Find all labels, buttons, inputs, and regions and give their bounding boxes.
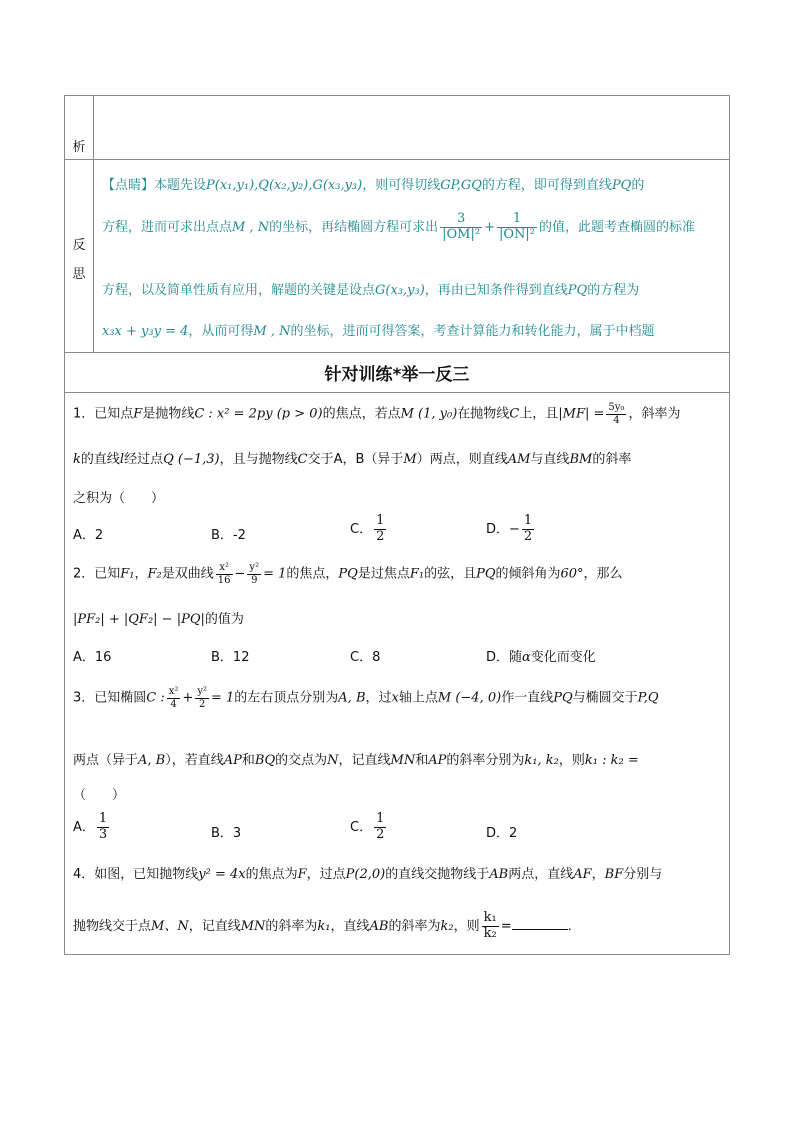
reflection-text: 的方程，即可得到直线: [481, 178, 612, 193]
q-math: P,Q: [637, 690, 659, 706]
q-math: A, B: [138, 753, 166, 768]
fraction-denominator: 4: [613, 414, 620, 426]
q-text: 与直线: [530, 452, 570, 467]
q2-option-a[interactable]: A．16: [73, 650, 112, 665]
fraction-numerator: 1: [376, 513, 385, 528]
q-math: k₁ : k₂ =: [584, 753, 639, 768]
q3-option-a[interactable]: [73, 812, 111, 843]
fraction-y2-9: [247, 562, 261, 586]
q-math: x: [391, 690, 399, 706]
q-math: C : x² = 2py (p > 0): [194, 406, 323, 422]
reflection-text: 的坐标，再结椭圆方程可求出: [269, 219, 439, 235]
q1-option-d[interactable]: [486, 514, 536, 545]
option-fraction: [97, 812, 109, 843]
q-math: AP: [223, 753, 242, 768]
plus-sign: +: [182, 690, 194, 706]
q3-option-b[interactable]: B．3: [211, 826, 242, 841]
q-text: 的弦，且: [424, 566, 477, 582]
minus-sign: −: [234, 566, 246, 582]
q-text: 和: [241, 753, 255, 768]
q-text: ，斜率为: [628, 406, 681, 422]
q-text: ，那么: [583, 566, 623, 582]
q-text: ，: [134, 566, 148, 582]
reflection-line-1: [102, 174, 644, 193]
q-math: A, B: [338, 690, 366, 706]
reflection-math: G(x₃,y₃): [375, 283, 425, 298]
q-text: 的斜率: [592, 452, 632, 467]
q-text: 和: [415, 753, 429, 768]
q3-option-c[interactable]: [350, 812, 388, 843]
q-math: y² = 4x: [198, 867, 246, 882]
q2-option-d[interactable]: [486, 646, 596, 665]
q-math: Q (−1,3): [163, 452, 220, 467]
q-text: 的斜率分别为: [446, 753, 525, 768]
q-text: 分别与: [623, 867, 663, 882]
q-text: 作一直线: [501, 690, 554, 706]
analysis-row: [65, 96, 729, 160]
q-math: F₁: [409, 566, 425, 582]
q-text: 是双曲线: [161, 566, 214, 582]
q-text: ，则: [453, 918, 480, 934]
fraction-denominator: 2: [376, 528, 385, 544]
fraction-denominator: 2: [198, 698, 206, 710]
fraction-k1-k2: [482, 911, 499, 942]
analysis-label-cell: [65, 96, 94, 159]
reflection-math: GP,GQ: [440, 178, 482, 193]
q2-option-c[interactable]: C．8: [350, 650, 381, 665]
q-text: 是过焦点: [357, 566, 410, 582]
reflection-text: 的: [631, 178, 645, 193]
option-fraction: [374, 812, 386, 843]
reflection-line-4: [102, 320, 655, 339]
q-math: M (1, y₀): [400, 406, 458, 422]
answer-blank[interactable]: [512, 917, 568, 930]
q-text: 的斜率为: [265, 918, 318, 934]
q-math: = 1: [263, 566, 287, 582]
q-text: 两点，直线: [508, 867, 574, 882]
q-math: BF: [604, 867, 624, 882]
fraction-numerator: k₁: [483, 910, 497, 925]
q-math: |PF₂| + |QF₂| − |PQ|: [73, 612, 205, 627]
fraction-denominator: |OM|²: [442, 226, 481, 242]
fraction-numerator: y²: [249, 562, 260, 573]
q-math: C: [509, 406, 520, 422]
fraction-numerator: 5y₀: [608, 402, 625, 413]
q-math: P(2,0): [345, 867, 386, 882]
analysis-label: 析: [72, 140, 86, 155]
q-math: PQ: [553, 690, 573, 706]
q-text: ，过点: [306, 867, 346, 882]
fraction-numerator: 1: [497, 212, 537, 228]
q-math: AB: [489, 867, 509, 882]
q-math: = 1: [210, 690, 235, 706]
q-text: 的倾斜角为: [495, 566, 561, 582]
q-text: 在抛物线: [457, 406, 510, 422]
q-math: F₂: [147, 566, 162, 582]
q-text: 的焦点为: [245, 867, 298, 882]
option-label: C．: [350, 521, 373, 537]
reflection-row: [65, 159, 729, 353]
q-text: ，则: [558, 753, 585, 768]
q-math: AP: [428, 753, 447, 768]
option-label: D．随: [486, 650, 523, 665]
fraction-denominator: k₂: [483, 925, 497, 941]
q-math: 60°: [560, 566, 584, 582]
q-text: ，: [591, 867, 605, 882]
q-math: PQ: [338, 566, 358, 582]
q1-option-a[interactable]: A．2: [73, 528, 104, 543]
q-math: M (−4, 0): [437, 690, 502, 706]
reflection-text: 本题先设: [154, 178, 207, 193]
reflection-tag: 【点睛】: [102, 178, 155, 193]
q-text: 2．已知: [73, 566, 121, 582]
q-math: M、N: [151, 918, 189, 934]
reflection-math: P(x₁,y₁),Q(x₂,y₂),G(x₃,y₃): [206, 178, 363, 193]
q-math: |MF| =: [558, 406, 605, 422]
reflection-text: 的方程为: [587, 283, 640, 298]
q-math: l: [119, 452, 125, 467]
q-text: ，记直线: [338, 753, 391, 768]
q4-line-1: [73, 863, 662, 882]
reflection-label-top: 反: [72, 238, 86, 253]
reflection-math: M , N: [253, 324, 291, 339]
q-math: MN: [240, 918, 266, 934]
q3-option-d[interactable]: D．2: [486, 826, 518, 841]
q-text: 的直线交抛物线于: [385, 867, 490, 882]
reflection-text: ，再由已知条件得到直线: [424, 283, 568, 298]
q-math: C :: [146, 690, 165, 706]
q-math: F₁: [120, 566, 135, 582]
fraction-denominator: |ON|²: [498, 226, 535, 242]
option-label: D．−: [486, 521, 520, 537]
q3-line-1: [73, 686, 659, 710]
q-math: AM: [507, 452, 531, 467]
fraction-numerator: 1: [98, 811, 108, 826]
fraction-numerator: x²: [216, 562, 233, 575]
option-fraction: [522, 514, 534, 545]
q-text: 的焦点，: [286, 566, 339, 582]
q-math: BM: [569, 452, 593, 467]
fraction-numerator: y²: [197, 686, 207, 697]
fraction-denominator: 4: [170, 698, 177, 710]
q2-line-2: [73, 608, 244, 627]
q3-line-3: （ ）: [73, 788, 126, 803]
reflection-math: PQ: [567, 283, 588, 298]
q-text: 的焦点，若点: [322, 406, 401, 422]
q-math: M: [403, 452, 417, 467]
q-text: =: [500, 918, 512, 934]
q1-line-3: 之积为（ ）: [73, 491, 165, 506]
q-text: ，记直线: [188, 918, 241, 934]
q-text: ．: [567, 918, 581, 934]
reflection-text: ，则可得切线: [362, 178, 441, 193]
q1-option-b[interactable]: B．-2: [211, 528, 246, 543]
q-math: k₂: [440, 918, 454, 934]
q-math: C: [297, 452, 308, 467]
reflection-math: M , N: [232, 219, 270, 235]
reflection-math: x₃x + y₃y = 4: [102, 324, 189, 339]
q-text: 的斜率为: [388, 918, 441, 934]
q-math: N: [327, 753, 339, 768]
fraction-numerator: x²: [168, 686, 179, 697]
q-math: AB: [369, 918, 389, 934]
section-title: 针对训练*举一反三: [324, 365, 470, 385]
q-math: α: [522, 650, 531, 665]
fraction-numerator: 1: [523, 513, 533, 528]
q-text: 的左右顶点分别为: [234, 690, 339, 706]
fraction-denominator: 9: [251, 574, 258, 586]
reflection-text: 方程，以及简单性质有应用，解题的关键是设点: [102, 283, 376, 298]
q-math: k₁, k₂: [524, 753, 559, 768]
q-text: 经过点: [124, 452, 164, 467]
q-text: 1．已知点: [73, 406, 134, 422]
reflection-text: 的值，此题考查椭圆的标准: [539, 219, 696, 235]
fraction-5y0-4: [606, 402, 626, 426]
plus-sign: +: [484, 219, 495, 235]
reflection-text: 方程，进而可求出点点: [102, 219, 233, 235]
q-text: ，且与抛物线: [219, 452, 298, 467]
q-text: ，过: [365, 690, 392, 706]
option-fraction: [374, 514, 386, 545]
q-text: 交于A，B（异于: [307, 452, 404, 467]
reflection-label-bottom: 思: [72, 267, 86, 282]
q1-option-c[interactable]: [350, 514, 388, 545]
option-label: C．: [350, 819, 373, 835]
q-math: MN: [390, 753, 416, 768]
q-math: F: [297, 867, 307, 882]
q-text: 4．如图，已知抛物线: [73, 867, 199, 882]
fraction-denominator: 2: [523, 528, 533, 544]
q1-line-1: [73, 402, 680, 426]
q4-line-2: [73, 911, 581, 942]
q-text: ，直线: [330, 918, 370, 934]
q-text: ），若直线: [165, 753, 224, 768]
q-math: F: [133, 406, 143, 422]
reflection-label-cell: [65, 159, 94, 352]
fraction-denominator: 3: [98, 826, 108, 842]
q-text: 与椭圆交于: [572, 690, 638, 706]
q-math: k: [73, 452, 81, 467]
reflection-line-2: [102, 212, 695, 243]
reflection-text: 的坐标，进而可得答案，考查计算能力和转化能力，属于中档题: [290, 324, 655, 339]
q-math: PQ: [476, 566, 496, 582]
solution-table: [64, 95, 730, 955]
reflection-text: ，从而可得: [188, 324, 254, 339]
fraction-x2-16: [216, 562, 233, 586]
option-text: 变化而变化: [530, 650, 596, 665]
q-text: 抛物线交于点: [73, 918, 152, 934]
q-text: 的交点为: [275, 753, 328, 768]
q-math: AF: [573, 867, 592, 882]
fraction-denominator: 16: [217, 574, 231, 586]
fraction-numerator: 1: [376, 811, 385, 826]
fraction-numerator: 3: [440, 212, 482, 228]
fraction-3-om: [440, 212, 482, 243]
q-text: 的值为: [204, 612, 244, 627]
q-math: BQ: [254, 753, 276, 768]
q-text: 上，且: [519, 406, 559, 422]
q-text: 轴上点: [398, 690, 438, 706]
fraction-y2-2: [195, 686, 209, 710]
fraction-1-on: [497, 212, 537, 243]
q2-line-1: [73, 562, 623, 586]
q3-line-2: [73, 749, 639, 768]
q1-line-2: [73, 448, 631, 467]
q-text: 3．已知椭圆: [73, 690, 147, 706]
q-text: 的直线: [80, 452, 120, 467]
q-text: 两点（异于: [73, 753, 139, 768]
option-label: A．: [73, 819, 95, 835]
q-text: ）两点，则直线: [416, 452, 508, 467]
reflection-math: PQ: [611, 178, 632, 193]
q-math: k₁: [317, 918, 331, 934]
q-text: 是抛物线: [142, 406, 195, 422]
reflection-line-3: [102, 279, 639, 298]
fraction-x2-4: [167, 686, 181, 710]
fraction-denominator: 2: [376, 826, 385, 842]
section-title-row: [65, 352, 729, 393]
q2-option-b[interactable]: B．12: [211, 650, 250, 665]
